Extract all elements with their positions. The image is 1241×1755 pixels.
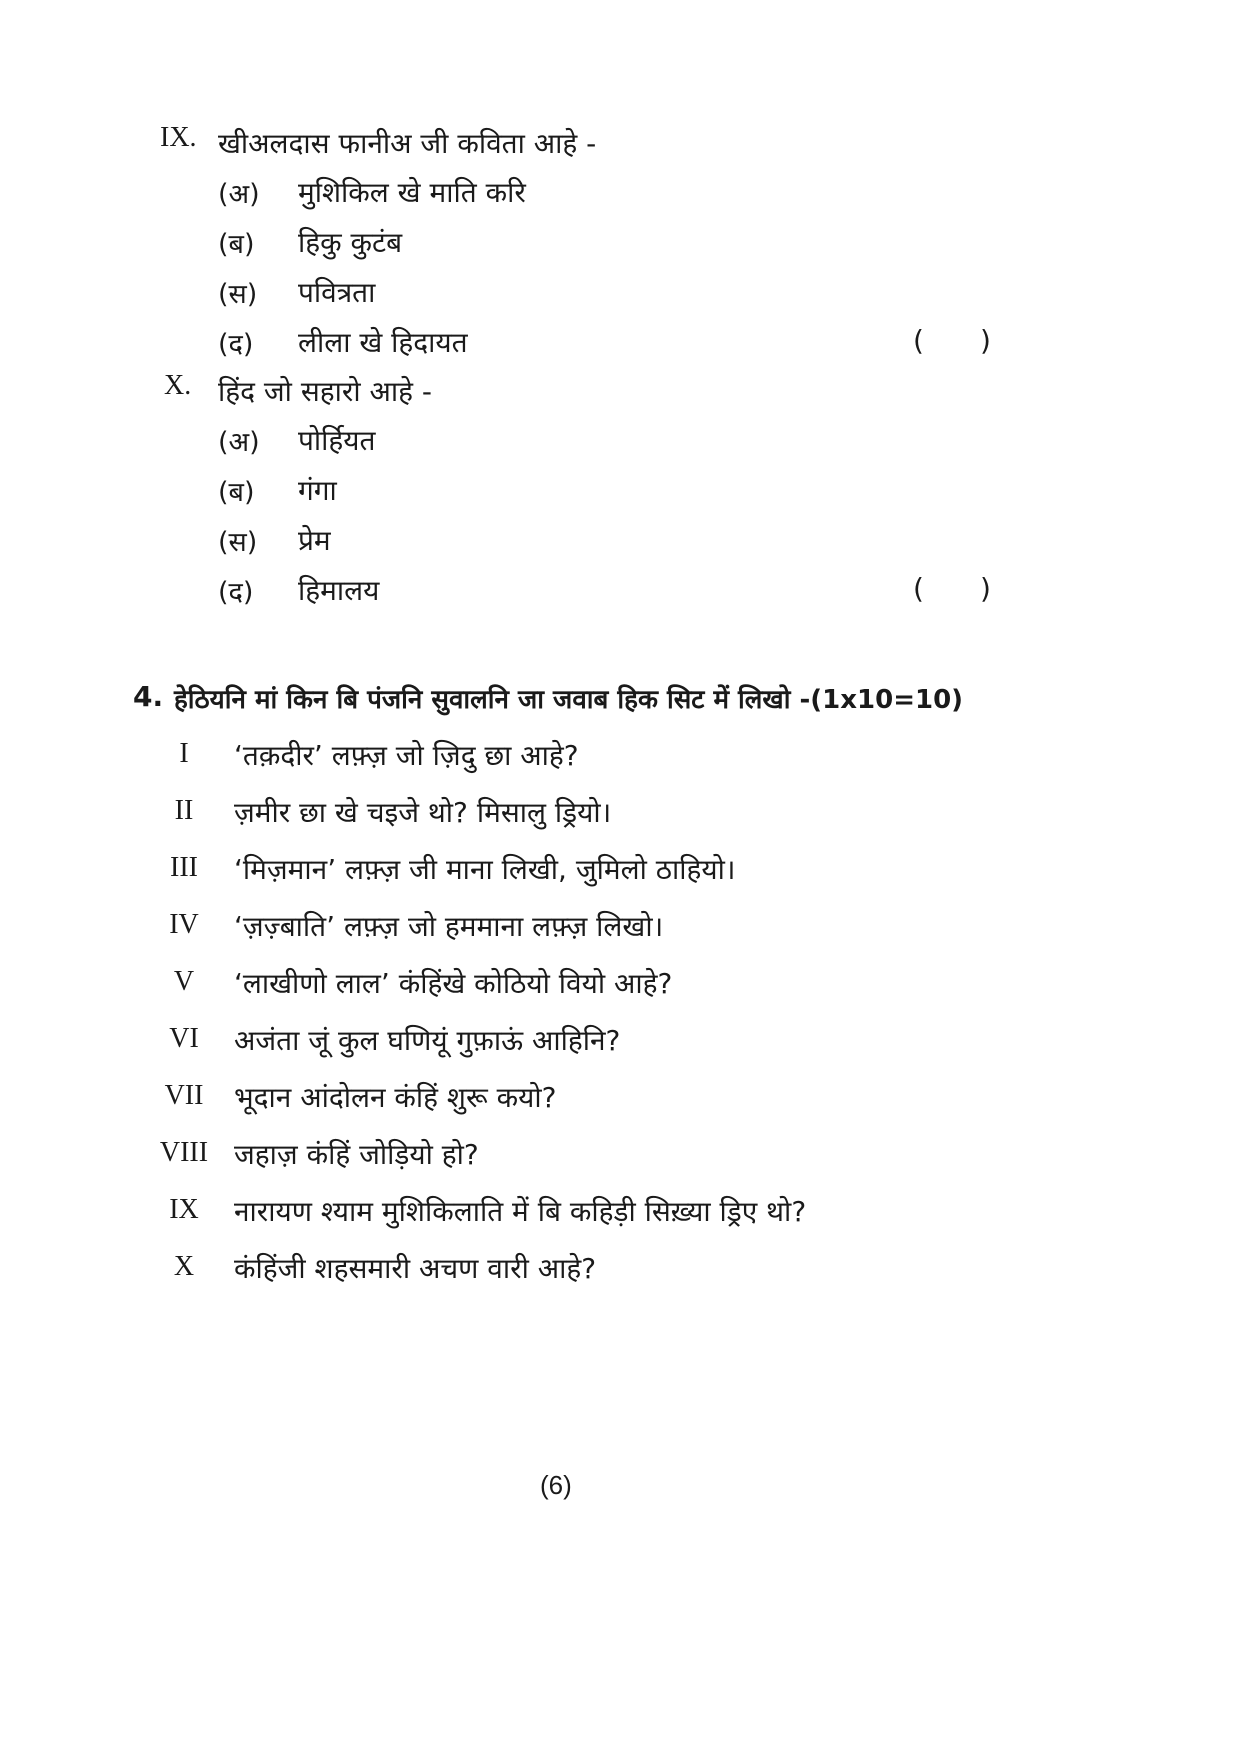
sub-question-text: ज़मीर छा खे चइजे थो? मिसालु ड्रियो। (234, 796, 612, 829)
sub-question-text: ‘मिज़मान’ लफ़्ज़ जी माना लिखी, जुमिलो ठाहियो। (234, 853, 736, 886)
option-label: (द) (218, 329, 254, 360)
answer-paren-open: ( (913, 572, 924, 605)
sub-question-text: जहाज़ कंहिं जोड़ियो हो? (234, 1138, 479, 1171)
sub-question-number: VIII (159, 1137, 209, 1168)
sub-question-number: II (174, 795, 194, 826)
option-label: (अ) (218, 427, 260, 458)
option-text: पवित्रता (298, 276, 376, 309)
sub-question-number: X (173, 1251, 195, 1282)
answer-paren-close: ) (980, 572, 991, 605)
sub-question-text: ‘तक़दीर’ लफ़्ज़ जो ज़िदु छा आहे? (234, 739, 579, 772)
sub-question-number: IV (169, 909, 199, 940)
option-label: (द) (218, 577, 254, 608)
page-number: (6) (540, 1470, 572, 1500)
option-text: मुशिकिल खे माति करि (298, 176, 526, 209)
option-text: हिमालय (298, 574, 380, 607)
sub-question-text: अजंता जूं कुल घणियूं गुफ़ाऊं आहिनि? (234, 1024, 621, 1057)
option-label: (स) (218, 279, 258, 310)
sub-question-text: नारायण श्याम मुशिकिलाति में बि कहिड़ी सिख़्या ड्रिए थो? (234, 1195, 807, 1228)
answer-paren-close: ) (980, 324, 991, 357)
sub-question-number: VII (164, 1080, 204, 1111)
option-label: (स) (218, 527, 258, 558)
option-label: (ब) (218, 229, 255, 260)
option-text: प्रेम (298, 524, 331, 557)
option-text: पोर्हियत (298, 424, 376, 457)
option-text: हिकु कुटंब (298, 226, 403, 259)
sub-question-number: VI (169, 1023, 199, 1054)
sub-question-text: ‘ज़ज़्बाति’ लफ़्ज़ जो हममाना लफ़्ज़ लिखो। (234, 910, 664, 943)
sub-question-text: भूदान आंदोलन कंहिं शुरू कयो? (234, 1081, 557, 1114)
sub-question-number: IX (169, 1194, 199, 1225)
sub-question-number: I (179, 738, 189, 769)
question-stem: हिंद जो सहारो आहे - (218, 375, 432, 408)
question-number: IX. (160, 122, 197, 153)
question-number: X. (164, 370, 192, 401)
option-label: (अ) (218, 179, 260, 210)
sub-question-text: ‘लाखीणो लाल’ कंहिंखे कोठियो वियो आहे? (234, 967, 673, 1000)
option-text: गंगा (298, 474, 337, 507)
option-text: लीला खे हिदायत (298, 326, 468, 359)
sub-question-number: V (173, 966, 195, 997)
sub-question-text: कंहिंजी शहसमारी अचण वारी आहे? (234, 1252, 597, 1285)
question-number: 4. (133, 680, 164, 713)
question-stem: खीअलदास फानीअ जी कविता आहे - (218, 127, 597, 160)
question-heading: हेठियनि मां किन बि पंजनि सुवालनि जा जवाब हिक सिट में लिखो -(1x10=10) (174, 685, 964, 715)
sub-question-number: III (170, 852, 198, 883)
option-label: (ब) (218, 477, 255, 508)
answer-paren-open: ( (913, 324, 924, 357)
